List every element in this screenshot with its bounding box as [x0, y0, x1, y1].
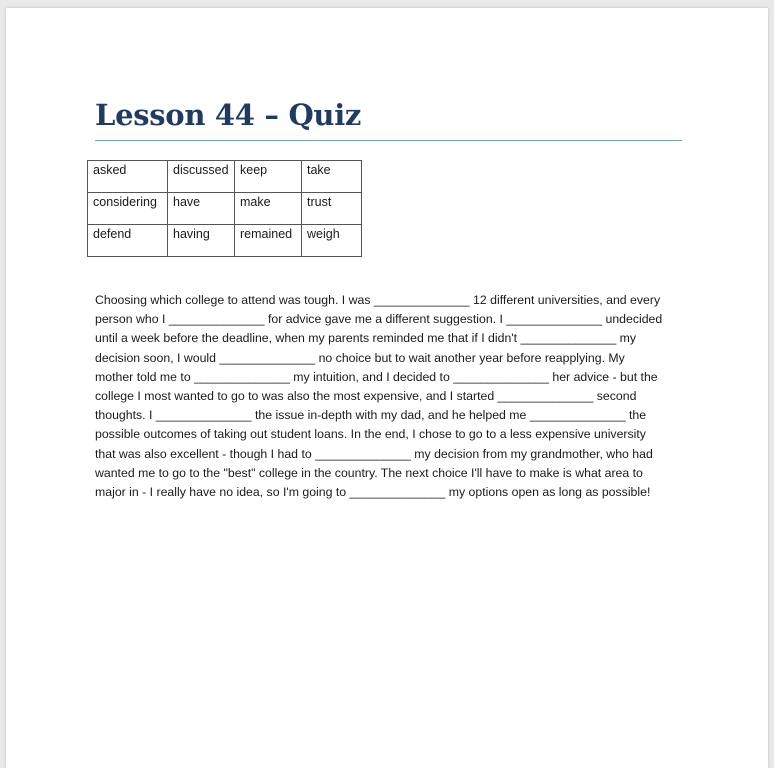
table-row	[88, 193, 362, 225]
passage-line: college I most wanted to go to was also the most expensive, and I started ______________ second	[95, 389, 637, 404]
quiz-passage	[95, 291, 685, 502]
word-bank-cell: discussed	[168, 161, 235, 193]
passage-line: Choosing which college to attend was tough. I was ______________ 12 different universities, and every	[95, 293, 661, 307]
word-bank-cell: defend	[88, 225, 168, 257]
title-underline	[95, 140, 682, 141]
word-bank-cell: considering	[88, 193, 168, 225]
word-bank-cell: asked	[88, 161, 168, 193]
passage-line: wanted me to go to the "best" college in the country. The next choice I'll have to make is what area to	[95, 465, 643, 480]
passage-line: mother told me to ______________ my intuition, and I decided to ______________ her advice - but the	[95, 369, 658, 384]
passage-line: that was also excellent - though I had to ______________ my decision from my grandmother, who had	[95, 446, 653, 461]
document-page	[6, 8, 768, 768]
word-bank-cell: have	[168, 193, 235, 225]
word-bank-cell: take	[302, 161, 362, 193]
passage-line: thoughts. I ______________ the issue in-depth with my dad, and he helped me ______________ the	[95, 408, 647, 423]
passage-line: person who I ______________ for advice gave me a different suggestion. I ______________ undecided	[95, 312, 663, 327]
word-bank-table	[87, 160, 362, 257]
word-bank-cell: weigh	[302, 225, 362, 257]
page-title: Lesson 44 – Quiz	[95, 98, 362, 132]
word-bank-cell: having	[168, 225, 235, 257]
passage-line: possible outcomes of taking out student loans. In the end, I chose to go to a less expensive university	[95, 427, 646, 442]
word-bank-cell: remained	[235, 225, 302, 257]
passage-line: major in - I really have no idea, so I'm going to ______________ my options open as long as possible!	[95, 485, 651, 500]
word-bank-cell: keep	[235, 161, 302, 193]
passage-line: until a week before the deadline, when my parents reminded me that if I didn't ______________ my	[95, 331, 637, 346]
word-bank-cell: trust	[302, 193, 362, 225]
table-row	[88, 225, 362, 257]
table-row	[88, 161, 362, 193]
word-bank-cell: make	[235, 193, 302, 225]
passage-line: decision soon, I would ______________ no choice but to wait another year before reapplying. My	[95, 350, 625, 365]
